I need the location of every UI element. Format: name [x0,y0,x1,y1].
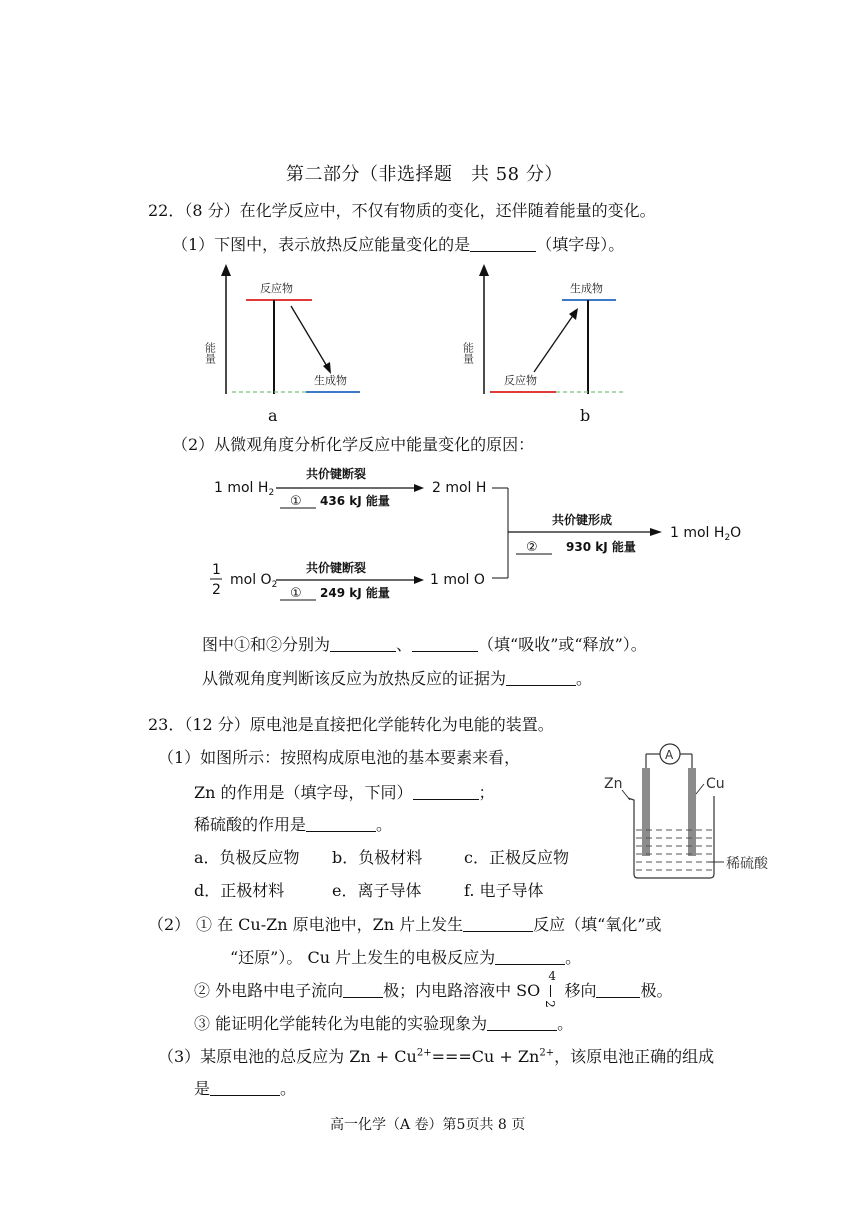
option-b: b．负极材料 [332,848,423,867]
q22-part2: （2）从微观角度分析化学反应中能量变化的原因： [172,435,535,454]
answer-blank[interactable] [343,981,383,998]
answer-blank[interactable] [306,815,376,832]
svg-text:共价键断裂: 共价键断裂 [306,467,367,481]
q23-part3: （3）某原电池的总反应为 $Zn + Cu^{2+}===Cu + Zn^{2+}$，该原电池正确的组成 [158,1047,715,1066]
q23-zn-role: Zn 的作用是（填字母，下同） ； [194,783,495,802]
q23-part2-3: ③ 能证明化学能转化为电能的实验现象为 。 [194,1014,574,1033]
reactant-label: 反应物 [504,374,537,387]
q22-stem: 22．（8 分）在化学反应中，不仅有物质的变化，还伴随着能量的变化。 [148,201,656,220]
axis-label: 能量 [203,342,217,364]
option-a: a．负极反应物 [194,848,300,867]
zn-electrode [642,768,650,856]
svg-text:稀硫酸: 稀硫酸 [726,856,768,872]
svg-text:①: ① [290,494,302,509]
energy-diagram-a [196,262,376,402]
svg-text:1 mol H2: 1 mol $H_2$ [214,480,275,498]
svg-text:2 mol H: 2 mol H [432,480,487,496]
option-f: f. 电子导体 [464,881,544,900]
diagram-b-caption: b [580,406,591,425]
axis-label: 能量 [461,342,475,364]
q23-part2-1-cont: “还原”）。 Cu 片上发生的电极反应为 。 [230,948,582,967]
galvanic-cell-diagram [600,738,780,884]
answer-blank[interactable] [487,1014,557,1031]
answer-blank[interactable] [210,1079,280,1096]
svg-text:2: 2 [212,582,221,598]
svg-text:共价键断裂: 共价键断裂 [306,561,367,575]
diagram-a-caption: a [268,406,278,425]
svg-text:共价键形成: 共价键形成 [552,513,613,527]
q23-part2-2: ② 外电路中电子流向 极；内电路溶液中 SO 4 2 移向 极。 [194,968,673,1008]
answer-blank[interactable] [506,669,576,686]
answer-blank[interactable] [412,635,478,652]
svg-text:①: ① [290,586,302,601]
svg-text:②: ② [526,540,538,555]
q23-part2-label: （2） [148,915,191,934]
svg-text:249 kJ 能量: 249 kJ 能量 [320,586,390,600]
svg-text:1: 1 [212,562,221,578]
option-c: c．正极反应物 [464,848,569,867]
svg-text:mol O2: mol $O_2$ [230,572,278,590]
svg-text:Zn: Zn [604,776,623,792]
q23-part3-cont: 是 。 [194,1079,297,1098]
answer-blank[interactable] [413,783,479,800]
product-label: 生成物 [314,374,347,387]
q23-part2-1: ① 在 Cu-Zn 原电池中，Zn 片上发生 反应（填“氧化”或 [196,915,662,934]
svg-text:A: A [665,748,674,762]
answer-blank[interactable] [463,915,533,932]
bond-energy-scheme [200,462,760,612]
option-d: d．正极材料 [194,881,285,900]
q23-acid-role: 稀硫酸的作用是 。 [194,815,393,834]
q22-fill1: 图中①和②分别为 、 （填“吸收”或“释放”）。 [202,635,647,654]
product-label: 生成物 [570,282,603,295]
svg-text:930 kJ 能量: 930 kJ 能量 [566,540,636,554]
svg-text:1 mol H2O: 1 mol $H_2O$ [670,525,742,543]
q22-part1: （1）下图中，表示放热反应能量变化的是 （填字母）。 [172,235,625,254]
beaker [628,796,714,878]
q22-fill2: 从微观角度判断该反应为放热反应的证据为 。 [202,669,593,688]
answer-blank[interactable] [330,635,396,652]
page-footer: 高一化学（A 卷）第5页共 8 页 [330,1117,526,1133]
svg-text:1 mol O: 1 mol O [430,572,485,588]
answer-blank[interactable] [470,235,536,252]
answer-blank[interactable] [495,948,565,965]
option-e: e．离子导体 [332,881,422,900]
svg-text:436 kJ 能量: 436 kJ 能量 [320,494,390,508]
svg-text:Cu: Cu [706,776,725,792]
answer-blank[interactable] [596,981,640,998]
energy-diagram-b [454,262,634,402]
cu-electrode [688,768,696,856]
q23-stem: 23．（12 分）原电池是直接把化学能转化为电能的装置。 [148,715,554,734]
q23-part1: （1）如图所示：按照构成原电池的基本要素来看， [158,748,521,767]
reactant-label: 反应物 [260,282,293,295]
section-title: 第二部分（非选择题 共 58 分） [286,164,563,185]
